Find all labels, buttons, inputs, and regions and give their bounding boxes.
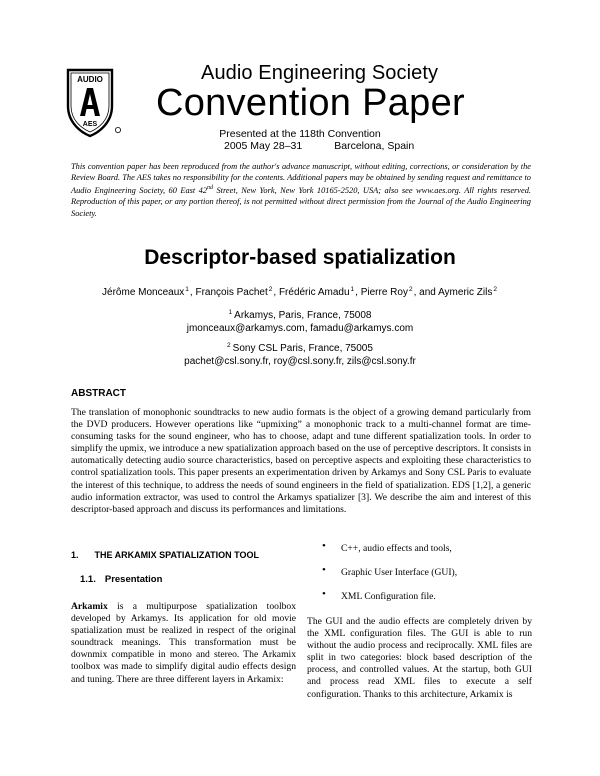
- affiliation-2: $^2$ Sony CSL Paris, France, 75005 pachet@csl.sony.fr, roy@csl.sony.fr, zils@csl.sony.fr: [0, 339, 600, 368]
- svg-text:AUDIO: AUDIO: [77, 75, 103, 84]
- author[interactable]: Pierre Roy: [360, 287, 408, 298]
- body-paragraph-left: Arkamix is a multipurpose spatialization toolbox developed by Arkamys. Its application for old movie spatialization must be realized in respect of the original soundtrack meanings. This transformation must be downmix compatible in mono and stereo. The Arkamix toolbox was made to simplify digital audio effects design and tuning. There are three different layers in Arkamix:: [71, 601, 296, 685]
- convention-date: 2005 May 28–31: [224, 140, 303, 152]
- bullet-list: [322, 543, 532, 615]
- convention-location: Barcelona, Spain: [334, 140, 415, 152]
- abstract-text: The translation of monophonic soundtracks to new audio formats is the object of a growing demand particularly from the DVD producers. However operations like “upmixing” a monophonic track to a multi-channel format are time-consuming tasks for the sound engineer, who has to choose, adapt and tune different spatialization tools. In order to simplify the upmix, we introduce a new spatialization approach based on the use of perceptive descriptors. It consists in automatically detecting audio source characteristics, based on perceptive aspects and exploiting these characteristics to control spatialization tools. This paper presents an experimentation driven by Arkamys and Sony CSL Paris to evaluate the interest of this technique, to address the needs of sound engineers in the field of spatialization. EDS [1,2], a generic audio information extractor, was used to control the Arkamys spatializer [3]. We describe the aim and interest of this descriptor-based approach and discuss its performances and limitations.: [71, 407, 531, 515]
- copyright-notice: This convention paper has been reproduced from the author's advance manuscript, without editing, corrections, or consideration by the Review Board. The AES takes no responsibility for the contents. Additional papers may be obtained by sending request and remittance to Audio Engineering Society, 60 East 42nd Street, New York, New York 10165-2520, USA; also see www.aes.org. All rights reserved. Reproduction of this paper, or any portion thereof, is not permitted without direct permission from the Journal of the Audio Engineering Society.: [71, 162, 532, 218]
- affiliation-1: $^1$ Arkamys, Paris, France, 75008 jmonceaux@arkamys.com, famadu@arkamys.com: [0, 306, 600, 335]
- author[interactable]: François Pachet: [195, 287, 268, 298]
- affiliation-org: Sony CSL Paris, France, 75005: [232, 343, 373, 354]
- abstract-heading: ABSTRACT: [71, 388, 126, 399]
- svg-text:AES: AES: [82, 121, 98, 128]
- author-list: Jérôme Monceaux$^1$, François Pachet$^2$, Frédéric Amadu$^1$, Pierre Roy$^2$, and Aymeric Zils$^2$: [102, 286, 497, 298]
- document-type: Convention Paper: [156, 82, 466, 124]
- affiliation-emails[interactable]: pachet@csl.sony.fr, roy@csl.sony.fr, zils@csl.sony.fr: [184, 356, 416, 367]
- section-heading: 1. THE ARKAMIX SPATIALIZATION TOOL: [71, 550, 260, 560]
- presented-at: Presented at the 118th Convention: [219, 128, 381, 140]
- list-item: • XML Configuration file.: [322, 591, 532, 615]
- list-item: • Graphic User Interface (GUI),: [322, 567, 532, 591]
- author[interactable]: Aymeric Zils: [438, 287, 493, 298]
- body-paragraph-right: The GUI and the audio effects are completely driven by the XML configuration files. The GUI is able to run without the audio process and reciprocally. XML files are split in two categories: block based description of the process, and controlled values. At the startup, both GUI and process read XML files to execute a self configuration. Thanks to this architecture, Arkamix is: [307, 616, 532, 700]
- affiliation-org: Arkamys, Paris, France, 75008: [234, 310, 372, 321]
- affiliation-emails[interactable]: jmonceaux@arkamys.com, famadu@arkamys.com: [186, 323, 414, 334]
- author[interactable]: Jérôme Monceaux: [102, 287, 185, 298]
- convention-date-location: [224, 140, 414, 152]
- society-name: Audio Engineering Society: [201, 62, 439, 84]
- author[interactable]: Frédéric Amadu: [278, 287, 350, 298]
- paper-title: Descriptor-based spatialization: [144, 246, 456, 269]
- list-item: • C++, audio effects and tools,: [322, 543, 532, 567]
- subsection-heading: 1.1. Presentation: [80, 574, 163, 585]
